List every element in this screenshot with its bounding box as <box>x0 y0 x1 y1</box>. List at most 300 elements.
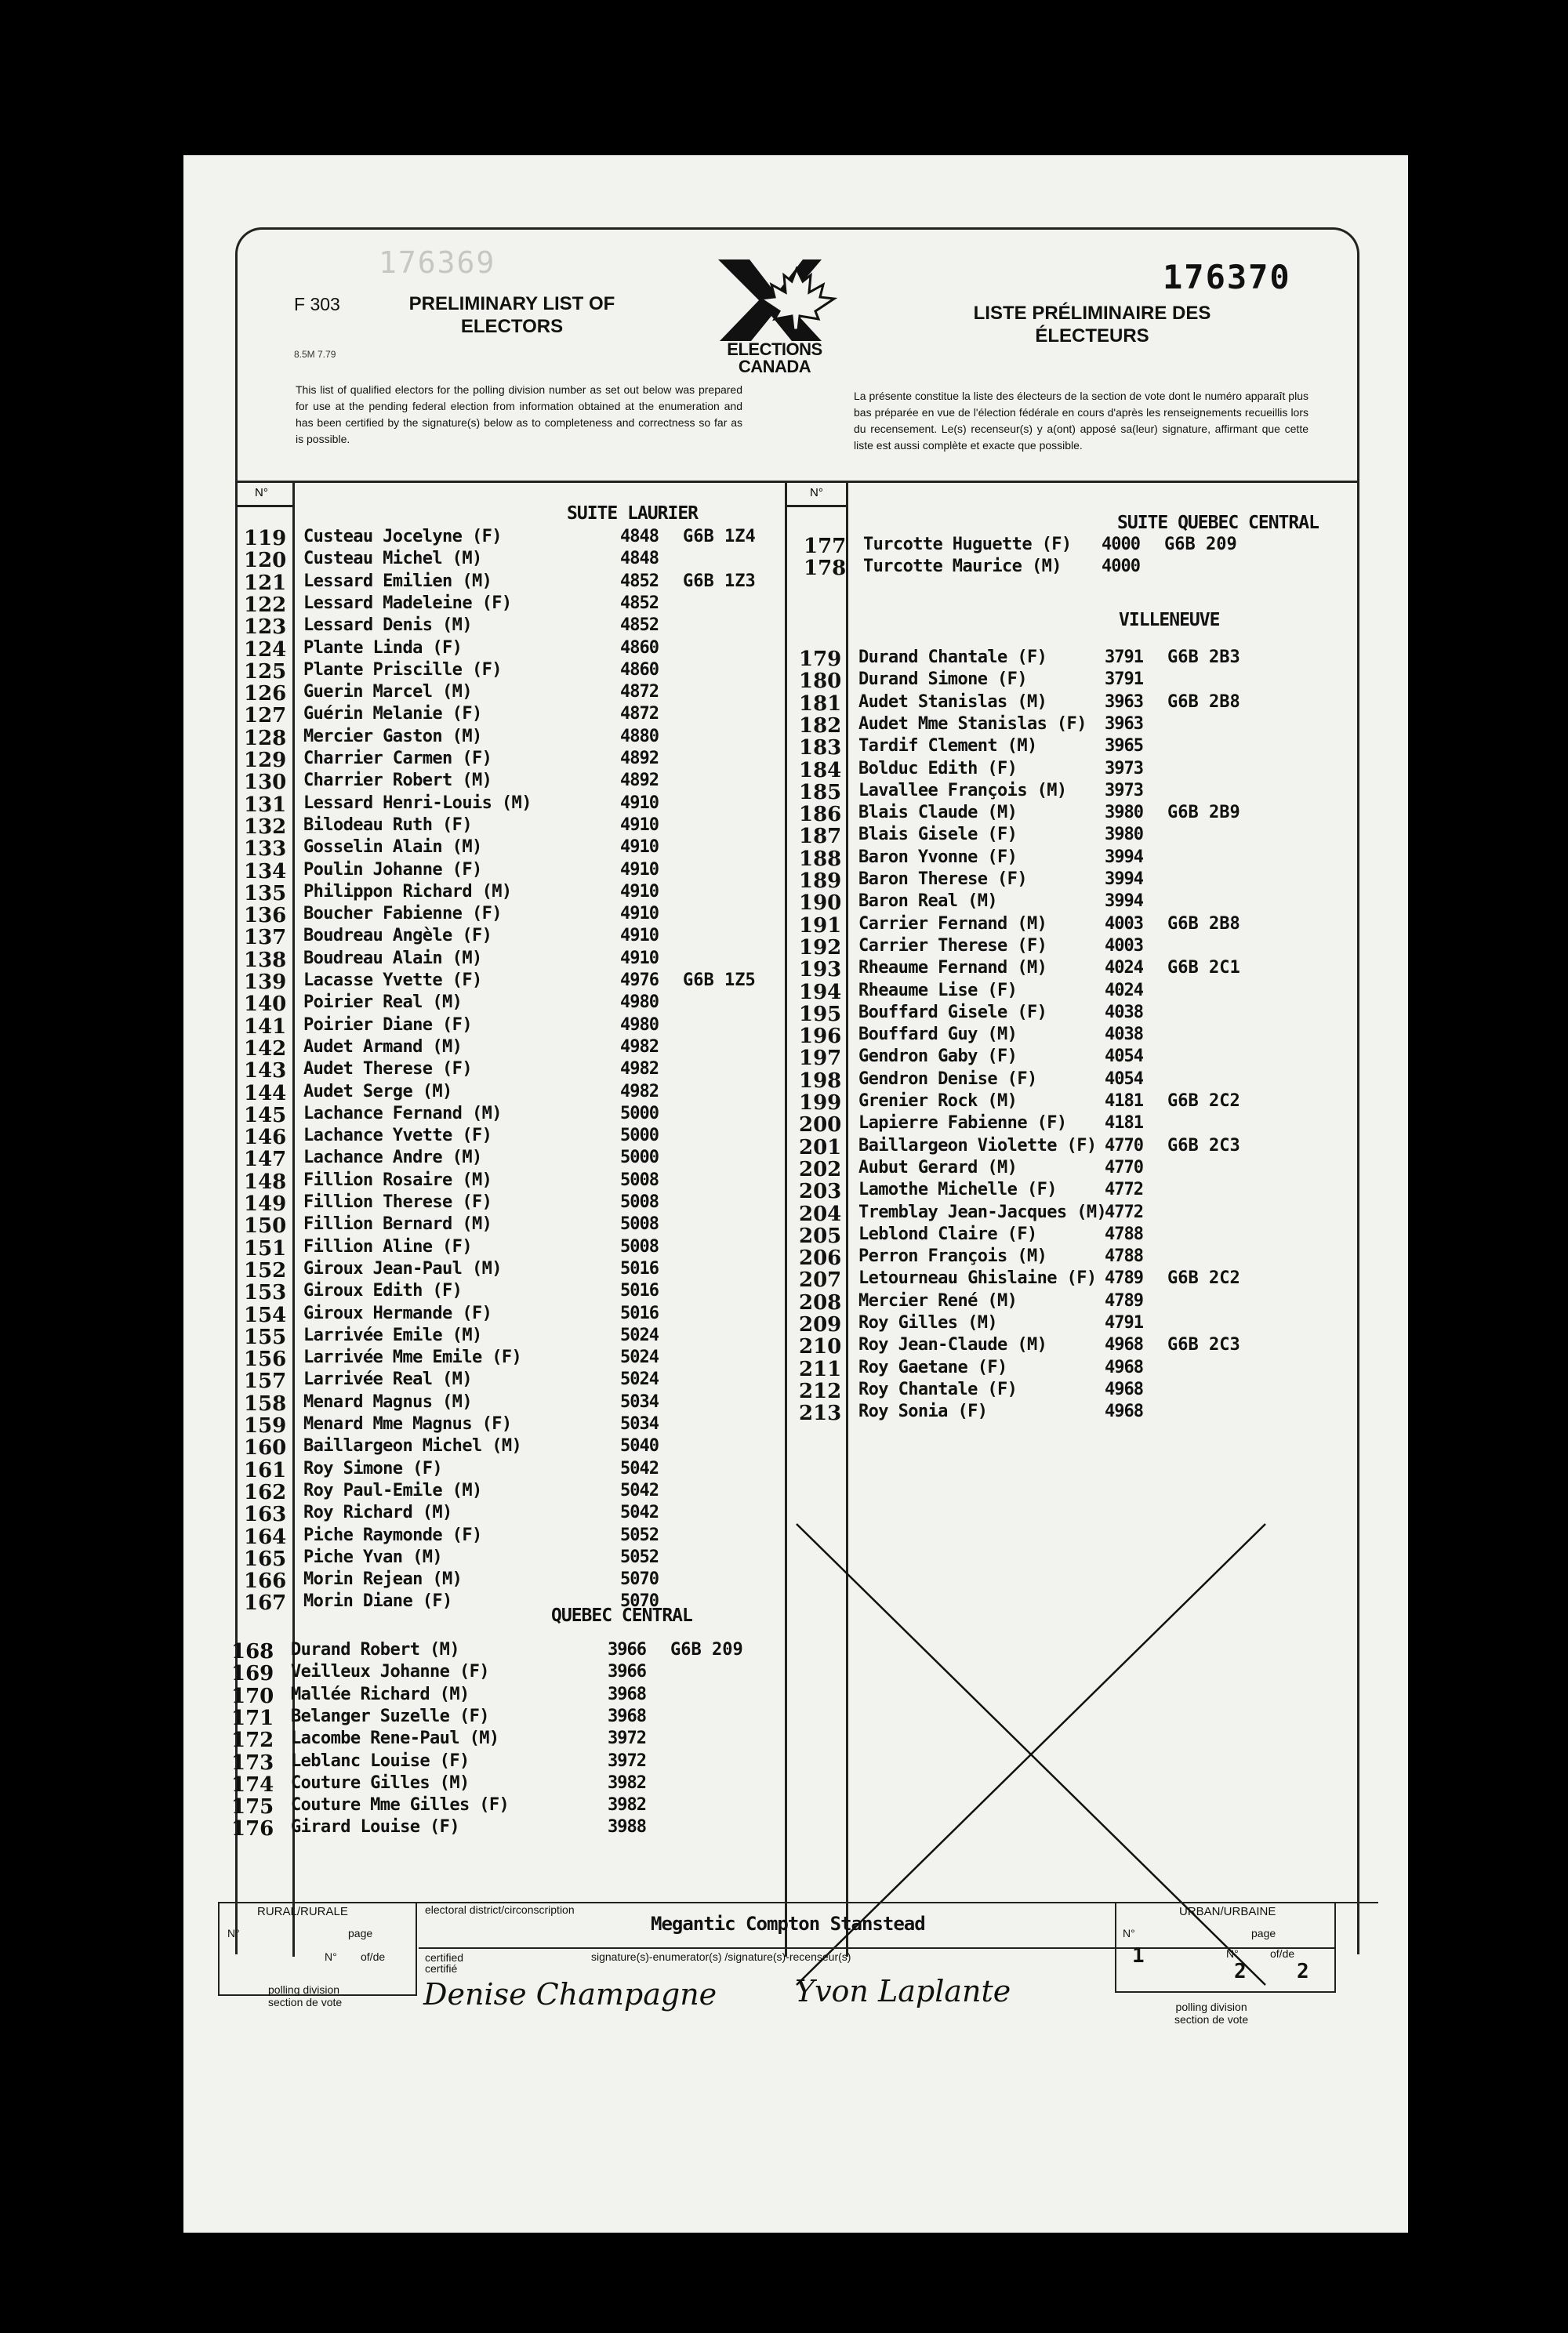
elector-number: 138 <box>244 948 287 972</box>
elector-number: 166 <box>244 1569 287 1594</box>
elector-name: Lacombe Rene-Paul (M) <box>291 1729 499 1749</box>
elector-name: Bouffard Guy (M) <box>858 1025 1018 1045</box>
urban-polling-en: polling division <box>1175 2001 1247 2013</box>
elector-name: Mallée Richard (M) <box>291 1684 470 1704</box>
elector-number: 119 <box>244 527 287 550</box>
elector-name: Morin Rejean (M) <box>303 1569 463 1590</box>
street-number: 4910 <box>620 837 659 858</box>
street-number: 3968 <box>608 1706 646 1726</box>
street-number: 5008 <box>620 1170 659 1190</box>
rural-page-no-label: N° <box>325 1950 337 1963</box>
elector-name: Gosselin Alain (M) <box>303 837 482 858</box>
urban-polling-label <box>1174 2001 1248 2026</box>
elector-number: 203 <box>799 1180 842 1204</box>
elector-number: 161 <box>244 1458 287 1482</box>
elector-number: 130 <box>244 771 287 795</box>
street-number: 4860 <box>620 637 659 658</box>
street-number: 3994 <box>1105 891 1143 912</box>
elector-name: Larrivée Real (M) <box>303 1370 472 1390</box>
street-number: 4003 <box>1105 935 1143 956</box>
elector-number: 208 <box>799 1290 842 1315</box>
elector-number: 157 <box>244 1370 287 1394</box>
elector-number: 121 <box>244 571 287 595</box>
elector-number: 173 <box>231 1751 274 1775</box>
elector-number: 123 <box>244 615 287 640</box>
elector-name: Lavallee François (M) <box>858 780 1067 800</box>
elector-number: 188 <box>799 847 842 871</box>
street-number: 5024 <box>620 1348 659 1368</box>
elector-number: 152 <box>244 1258 287 1283</box>
street-number: 4860 <box>620 659 659 680</box>
elector-name: Audet Therese (F) <box>303 1059 472 1079</box>
elector-name: Durand Robert (M) <box>291 1640 459 1660</box>
postal-code: G6B 2B3 <box>1167 648 1240 667</box>
elector-number: 141 <box>244 1014 287 1039</box>
elector-name: Leblond Claire (F) <box>858 1224 1037 1244</box>
elector-name: Lacasse Yvette (F) <box>303 971 482 990</box>
elector-name: Bilodeau Ruth (F) <box>303 815 472 835</box>
urban-page-no-label: N° <box>1226 1947 1239 1960</box>
elector-number: 146 <box>244 1126 287 1150</box>
elector-number: 204 <box>799 1202 842 1226</box>
street-number: 3972 <box>608 1751 646 1771</box>
elector-number: 193 <box>799 958 842 982</box>
street-number: 4852 <box>620 593 659 613</box>
elector-number: 120 <box>244 549 287 573</box>
right-no-header-rule <box>785 505 848 507</box>
elector-name: Roy Gaetane (F) <box>858 1357 1007 1377</box>
elector-name: Lessard Emilien (M) <box>303 571 492 591</box>
elector-name: Custeau Jocelyne (F) <box>303 527 502 546</box>
postal-code: G6B 2C3 <box>1167 1135 1240 1156</box>
elector-number: 194 <box>799 980 842 1004</box>
elector-name: Veilleux Johanne (F) <box>291 1662 489 1682</box>
street-number: 4848 <box>620 549 659 569</box>
urban-of-value: 2 <box>1297 1960 1309 1983</box>
elector-name: Plante Linda (F) <box>303 637 463 658</box>
elector-number: 185 <box>799 780 842 804</box>
elector-name: Boudreau Angèle (F) <box>303 926 492 946</box>
elector-name: Roy Gilles (M) <box>858 1313 998 1333</box>
elector-name: Blais Claude (M) <box>858 803 1018 823</box>
elector-number: 139 <box>244 971 287 994</box>
elector-name: Giroux Hermande (F) <box>303 1303 492 1323</box>
elector-number: 187 <box>799 825 842 849</box>
street-number: 4003 <box>1105 913 1143 934</box>
elector-name: Lessard Henri-Louis (M) <box>303 793 532 813</box>
urban-label: URBAN/URBAINE <box>1179 1905 1276 1918</box>
elector-name: Audet Armand (M) <box>303 1036 463 1057</box>
elector-name: Durand Chantale (F) <box>858 648 1047 667</box>
elector-number: 131 <box>244 793 287 817</box>
street-number: 4852 <box>620 615 659 636</box>
street-number: 4892 <box>620 771 659 791</box>
signature-enumerator-1: Denise Champagne <box>423 1977 717 2012</box>
elector-number: 125 <box>244 659 287 684</box>
rural-page-label: page <box>348 1927 373 1939</box>
district-label: electoral district/circonscription <box>425 1903 575 1916</box>
elector-name: Couture Mme Gilles (F) <box>291 1795 510 1816</box>
elector-name: Blais Gisele (F) <box>858 825 1018 845</box>
street-number: 3994 <box>1105 869 1143 889</box>
elector-number: 169 <box>231 1662 274 1686</box>
form-header <box>238 230 1357 481</box>
elector-number: 196 <box>799 1025 842 1049</box>
elector-name: Morin Diane (F) <box>303 1591 452 1612</box>
elector-name: Rheaume Lise (F) <box>858 980 1018 1000</box>
street-number: 4772 <box>1105 1202 1143 1222</box>
elector-number: 184 <box>799 758 842 782</box>
elections-canada-logo <box>704 253 845 379</box>
street-number: 5024 <box>620 1370 659 1390</box>
street-number: 3965 <box>1105 736 1143 757</box>
elector-name: Lessard Denis (M) <box>303 615 472 636</box>
street-number: 3982 <box>608 1772 646 1793</box>
elector-name: Letourneau Ghislaine (F) <box>858 1268 1097 1289</box>
elector-number: 136 <box>244 904 287 928</box>
street-number: 4024 <box>1105 958 1143 978</box>
elector-number: 174 <box>231 1772 274 1797</box>
certified-en: certified <box>425 1951 464 1964</box>
elector-name: Roy Simone (F) <box>303 1458 443 1479</box>
elector-name: Audet Serge (M) <box>303 1081 452 1101</box>
postal-code: G6B 2C3 <box>1167 1335 1240 1355</box>
elector-name: Roy Richard (M) <box>303 1503 452 1523</box>
street-number: 5034 <box>620 1414 659 1434</box>
street-number: 4024 <box>1105 980 1143 1000</box>
elector-number: 128 <box>244 726 287 750</box>
maple-leaf-x-icon <box>704 253 845 341</box>
elector-name: Baillargeon Violette (F) <box>858 1135 1097 1156</box>
elector-name: Guérin Melanie (F) <box>303 704 482 724</box>
intro-french: La présente constitue la liste des électeurs de la section de vote dont le numéro apparaît plus bas préparée en vue de l'élection fédérale en cours d'après les renseignements recueillis lors du recensement. Le(s) recenseur(s) y a(ont) apposé sa(leur) signature, affirmant que cette liste est aussi complète et exacte que possible. <box>854 390 1308 452</box>
street-number: 3973 <box>1105 780 1143 800</box>
elector-name: Turcotte Huguette (F) <box>863 535 1072 554</box>
street-number: 3791 <box>1105 648 1143 667</box>
street-number: 5008 <box>620 1236 659 1257</box>
title-french: LISTE PRÉLIMINAIRE DES ÉLECTEURS <box>973 303 1211 347</box>
street-number: 4872 <box>620 704 659 724</box>
postal-code: G6B 2C1 <box>1167 958 1240 978</box>
certified-fr: certifié <box>425 1962 458 1975</box>
elector-name: Lachance Fernand (M) <box>303 1103 502 1123</box>
elector-number: 205 <box>799 1224 842 1248</box>
elector-name: Menard Magnus (M) <box>303 1391 472 1412</box>
section-suite-quebec-central: SUITE QUEBEC CENTRAL <box>1117 513 1319 533</box>
center-divider-1 <box>785 483 787 1957</box>
elector-name: Charrier Robert (M) <box>303 771 492 791</box>
elector-name: Larrivée Emile (M) <box>303 1325 482 1345</box>
street-number: 3973 <box>1105 758 1143 778</box>
elector-number: 206 <box>799 1246 842 1271</box>
signature-label: signature(s)-enumerator(s) /signature(s)-recenseur(s) <box>591 1950 851 1963</box>
elector-number: 147 <box>244 1148 287 1172</box>
elector-number: 137 <box>244 926 287 950</box>
street-number: 4181 <box>1105 1113 1143 1134</box>
elector-name: Giroux Edith (F) <box>303 1281 463 1301</box>
street-number: 4789 <box>1105 1290 1143 1311</box>
elector-number: 197 <box>799 1047 842 1071</box>
elector-number: 200 <box>799 1113 842 1137</box>
elector-name: Leblanc Louise (F) <box>291 1751 470 1771</box>
street-number: 4980 <box>620 1014 659 1035</box>
street-number: 4968 <box>1105 1379 1143 1399</box>
elector-name: Roy Jean-Claude (M) <box>858 1335 1047 1355</box>
left-no-header: N° <box>255 486 268 499</box>
street-number: 4772 <box>1105 1180 1143 1200</box>
street-number: 4038 <box>1105 1025 1143 1045</box>
street-number: 4791 <box>1105 1313 1143 1333</box>
elector-number: 140 <box>244 992 287 1017</box>
rural-polling-en: polling division <box>268 1983 340 1996</box>
elector-name: Poulin Johanne (F) <box>303 859 482 880</box>
elector-number: 199 <box>799 1091 842 1115</box>
elector-name: Bouffard Gisele (F) <box>858 1002 1047 1022</box>
street-number: 4054 <box>1105 1047 1143 1067</box>
street-number: 5034 <box>620 1391 659 1412</box>
urban-page-label: page <box>1251 1927 1276 1939</box>
section-suite-laurier: SUITE LAURIER <box>567 503 699 524</box>
elector-name: Fillion Therese (F) <box>303 1192 492 1212</box>
street-number: 4910 <box>620 948 659 968</box>
street-number: 5008 <box>620 1192 659 1212</box>
form-footer <box>183 1896 1408 2076</box>
street-number: 4848 <box>620 527 659 546</box>
street-number: 4770 <box>1105 1157 1143 1177</box>
street-number: 3968 <box>608 1684 646 1704</box>
elector-name: Perron François (M) <box>858 1246 1047 1267</box>
elector-name: Girard Louise (F) <box>291 1817 459 1838</box>
elector-number: 191 <box>799 913 842 938</box>
elector-number: 213 <box>799 1402 842 1426</box>
street-number: 5052 <box>620 1547 659 1567</box>
street-number: 3982 <box>608 1795 646 1816</box>
elector-number: 168 <box>231 1640 274 1664</box>
section-villeneuve: VILLENEUVE <box>1119 610 1220 630</box>
elector-number: 151 <box>244 1236 287 1261</box>
elector-name: Charrier Carmen (F) <box>303 749 492 768</box>
street-number: 5008 <box>620 1214 659 1235</box>
elector-number: 167 <box>244 1591 287 1616</box>
elector-name: Audet Mme Stanislas (F) <box>858 713 1087 734</box>
postal-code: G6B 2B8 <box>1167 691 1240 712</box>
elector-name: Gendron Gaby (F) <box>858 1047 1018 1067</box>
elector-number: 129 <box>244 749 287 772</box>
street-number: 4910 <box>620 793 659 813</box>
elector-number: 178 <box>804 557 847 581</box>
street-number: 5016 <box>620 1281 659 1301</box>
rural-of-label: of/de <box>361 1950 386 1963</box>
street-number: 5016 <box>620 1303 659 1323</box>
elector-number: 148 <box>244 1170 287 1194</box>
elector-number: 142 <box>244 1036 287 1061</box>
rural-polling-label <box>268 1983 342 2008</box>
elector-name: Tardif Clement (M) <box>858 736 1037 757</box>
elector-number: 122 <box>244 593 287 617</box>
street-number: 4910 <box>620 881 659 902</box>
rural-no-label: N° <box>227 1927 240 1939</box>
elector-number: 126 <box>244 682 287 706</box>
elector-number: 150 <box>244 1214 287 1239</box>
elector-number: 133 <box>244 837 287 862</box>
elector-number: 175 <box>231 1795 274 1820</box>
street-number: 4880 <box>620 726 659 746</box>
elector-number: 158 <box>244 1391 287 1416</box>
elector-number: 183 <box>799 736 842 760</box>
print-code: 8.5M 7.79 <box>294 349 336 360</box>
street-number: 3963 <box>1105 691 1143 712</box>
elector-number: 177 <box>804 535 847 558</box>
elector-name: Philippon Richard (M) <box>303 881 512 902</box>
street-number: 4910 <box>620 859 659 880</box>
urban-page-no-value: 2 <box>1234 1960 1247 1983</box>
elector-name: Poirier Diane (F) <box>303 1014 472 1035</box>
street-number: 5042 <box>620 1503 659 1523</box>
urban-polling-fr: section de vote <box>1174 2013 1249 2026</box>
logo-text: ELECTIONS CANADA <box>727 339 822 376</box>
signature-enumerator-2: Yvon Laplante <box>795 1974 1011 2008</box>
elector-name: Baillargeon Michel (M) <box>303 1436 522 1457</box>
elector-name: Belanger Suzelle (F) <box>291 1706 489 1726</box>
elector-name: Fillion Aline (F) <box>303 1236 472 1257</box>
street-number: 5016 <box>620 1258 659 1279</box>
elector-name: Boudreau Alain (M) <box>303 948 482 968</box>
elector-number: 201 <box>799 1135 842 1159</box>
elector-name: Roy Paul-Emile (M) <box>303 1480 482 1500</box>
elector-number: 198 <box>799 1069 842 1093</box>
street-number: 4982 <box>620 1081 659 1101</box>
elector-number: 171 <box>231 1706 274 1730</box>
elector-name: Aubut Gerard (M) <box>858 1157 1018 1177</box>
elector-number: 179 <box>799 648 842 671</box>
street-number: 3980 <box>1105 803 1143 823</box>
elector-number: 155 <box>244 1325 287 1349</box>
elector-name: Lachance Andre (M) <box>303 1148 482 1168</box>
elector-name: Couture Gilles (M) <box>291 1772 470 1793</box>
street-number: 4852 <box>620 571 659 591</box>
elector-number: 134 <box>244 859 287 883</box>
elector-name: Guerin Marcel (M) <box>303 682 472 702</box>
elector-name: Boucher Fabienne (F) <box>303 904 502 924</box>
elector-name: Gendron Denise (F) <box>858 1069 1037 1089</box>
elector-name: Roy Chantale (F) <box>858 1379 1018 1399</box>
street-number: 5070 <box>620 1569 659 1590</box>
rural-label: RURAL/RURALE <box>257 1905 348 1918</box>
elector-name: Carrier Fernand (M) <box>858 913 1047 934</box>
street-number: 4000 <box>1102 535 1140 554</box>
left-no-header-rule <box>238 505 294 507</box>
street-number: 4789 <box>1105 1268 1143 1289</box>
street-number: 4980 <box>620 992 659 1013</box>
street-number: 3966 <box>608 1640 646 1660</box>
street-number: 4788 <box>1105 1246 1143 1267</box>
street-number: 4982 <box>620 1059 659 1079</box>
street-number: 4910 <box>620 904 659 924</box>
urban-of-label: of/de <box>1270 1947 1295 1960</box>
elector-number: 195 <box>799 1002 842 1026</box>
street-number: 4038 <box>1105 1002 1143 1022</box>
postal-code: G6B 2B9 <box>1167 803 1240 823</box>
elector-number: 132 <box>244 815 287 839</box>
street-number: 4976 <box>620 971 659 990</box>
district-value: Megantic Compton Stanstead <box>651 1913 925 1935</box>
urban-no-value: 1 <box>1132 1944 1145 1968</box>
elector-number: 212 <box>799 1379 842 1403</box>
elector-name: Lamothe Michelle (F) <box>858 1180 1057 1200</box>
elector-name: Menard Mme Magnus (F) <box>303 1414 512 1434</box>
postal-code: G6B 209 <box>1164 535 1237 554</box>
ghost-number: 176369 <box>379 245 496 280</box>
elector-name: Piche Yvan (M) <box>303 1547 443 1567</box>
postal-code: G6B 2C2 <box>1167 1268 1240 1289</box>
elector-name: Roy Sonia (F) <box>858 1402 988 1422</box>
street-number: 4181 <box>1105 1091 1143 1111</box>
elector-number: 190 <box>799 891 842 916</box>
elector-number: 207 <box>799 1268 842 1293</box>
elector-number: 160 <box>244 1436 287 1460</box>
street-number: 4000 <box>1102 557 1140 577</box>
elector-number: 143 <box>244 1059 287 1083</box>
elector-name: Carrier Therese (F) <box>858 935 1047 956</box>
postal-code: G6B 1Z4 <box>683 527 756 546</box>
elector-name: Giroux Jean-Paul (M) <box>303 1258 502 1279</box>
section-quebec-central: QUEBEC CENTRAL <box>551 1606 692 1626</box>
street-number: 4910 <box>620 815 659 835</box>
elector-number: 172 <box>231 1729 274 1753</box>
right-no-header: N° <box>810 486 823 499</box>
elector-number: 153 <box>244 1281 287 1305</box>
postal-code: G6B 2C2 <box>1167 1091 1240 1111</box>
elector-name: Turcotte Maurice (M) <box>863 557 1062 577</box>
elector-number: 162 <box>244 1480 287 1504</box>
elector-name: Baron Real (M) <box>858 891 998 912</box>
elector-number: 144 <box>244 1081 287 1105</box>
elector-number: 170 <box>231 1684 274 1708</box>
elector-number: 135 <box>244 881 287 905</box>
street-number: 4872 <box>620 682 659 702</box>
elector-name: Baron Therese (F) <box>858 869 1027 889</box>
elector-number: 145 <box>244 1103 287 1127</box>
street-number: 3980 <box>1105 825 1143 845</box>
street-number: 5052 <box>620 1525 659 1545</box>
elector-number: 189 <box>799 869 842 893</box>
elector-name: Lachance Yvette (F) <box>303 1126 492 1146</box>
street-number: 4968 <box>1105 1357 1143 1377</box>
street-number: 4968 <box>1105 1335 1143 1355</box>
street-number: 4910 <box>620 926 659 946</box>
elector-number: 154 <box>244 1303 287 1327</box>
elector-name: Durand Simone (F) <box>858 669 1027 690</box>
elector-name: Rheaume Fernand (M) <box>858 958 1047 978</box>
intro-english: This list of qualified electors for the polling division number as set out below was prepared for use at the pending federal election from information obtained at the enumeration and has been certified by the signature(s) below as to completeness and correctness so far as is possible. <box>296 383 742 445</box>
elector-number: 211 <box>799 1357 842 1381</box>
street-number: 4892 <box>620 749 659 768</box>
postal-code: G6B 209 <box>670 1640 743 1660</box>
street-number: 5000 <box>620 1126 659 1146</box>
postal-code: G6B 1Z5 <box>683 971 756 990</box>
elector-number: 210 <box>799 1335 842 1359</box>
street-number: 3791 <box>1105 669 1143 690</box>
elector-name: Bolduc Edith (F) <box>858 758 1018 778</box>
elector-number: 192 <box>799 935 842 960</box>
street-number: 5000 <box>620 1148 659 1168</box>
street-number: 5040 <box>620 1436 659 1457</box>
elector-name: Fillion Rosaire (M) <box>303 1170 492 1190</box>
urban-no-label: N° <box>1123 1927 1135 1939</box>
elector-number: 149 <box>244 1192 287 1216</box>
street-number: 4788 <box>1105 1224 1143 1244</box>
street-number: 3988 <box>608 1817 646 1838</box>
